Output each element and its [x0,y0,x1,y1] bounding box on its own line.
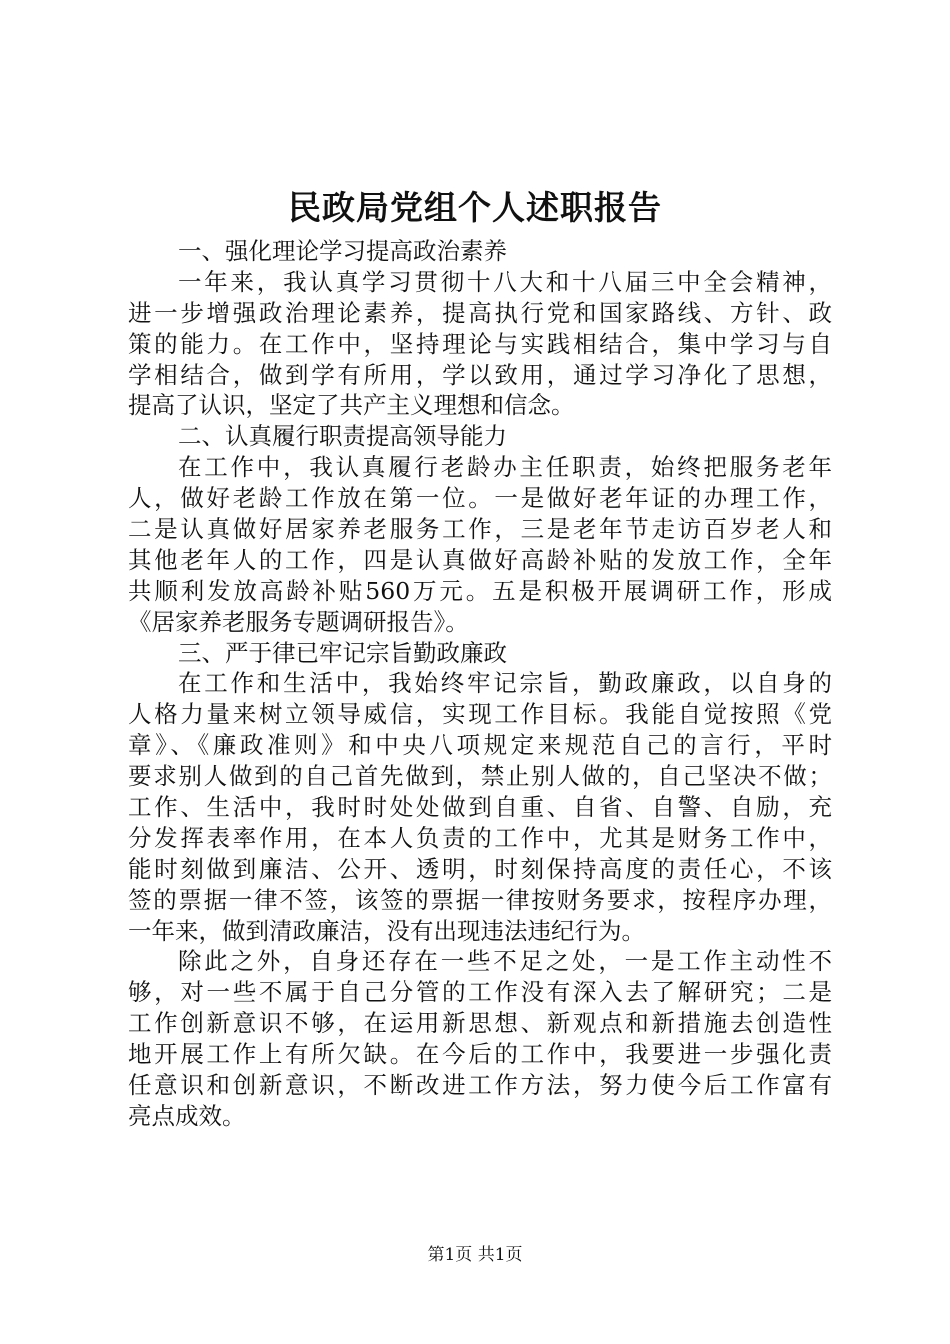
paragraph-line: 能时刻做到廉洁、公开、透明，时刻保持高度的责任心，不该 [128,854,832,883]
paragraph-line: 一年来，我认真学习贯彻十八大和十八届三中全会精神， [178,267,832,296]
section-heading-1: 一、强化理论学习提高政治素养 [178,237,507,265]
paragraph-line: 要求别人做到的自己首先做到，禁止别人做的，自己坚决不做； [128,762,832,791]
paragraph-line: 策的能力。在工作中，坚持理论与实践相结合，集中学习与自 [128,329,832,358]
paragraph-line: 任意识和创新意识，不断改进工作方法，努力使今后工作富有 [128,1071,832,1100]
paragraph-line: 《居家养老服务专题调研报告》。 [128,607,469,636]
section-heading-3: 三、严于律已牢记宗旨勤政廉政 [178,638,507,667]
paragraph-line: 地开展工作上有所欠缺。在今后的工作中，我要进一步强化责 [128,1040,832,1069]
paragraph-line: 共顺利发放高龄补贴560万元。五是积极开展调研工作，形成 [128,576,832,605]
paragraph-line: 人，做好老龄工作放在第一位。一是做好老年证的办理工作， [128,484,832,513]
paragraph-line: 提高了认识，坚定了共产主义理想和信念。 [128,391,575,420]
paragraph-line: 人格力量来树立领导威信，实现工作目标。我能自觉按照《党 [128,700,832,729]
document-body [128,236,832,1132]
paragraph-line: 亮点成效。 [128,1101,246,1130]
paragraph-line: 一年来，做到清政廉洁，没有出现违法违纪行为。 [128,916,645,945]
paragraph-line: 够，对一些不属于自己分管的工作没有深入去了解研究；二是 [128,978,832,1007]
paragraph-line: 在工作和生活中，我始终牢记宗旨，勤政廉政，以自身的 [178,669,832,698]
paragraph-line: 章》、《廉政准则》和中央八项规定来规范自己的言行，平时 [128,731,832,760]
paragraph-line: 分发挥表率作用，在本人负责的工作中，尤其是财务工作中， [128,823,832,852]
paragraph-line: 在工作中，我认真履行老龄办主任职责，始终把服务老年 [178,453,832,482]
paragraph-line: 除此之外，自身还存在一些不足之处，一是工作主动性不 [178,947,832,976]
page-footer: 第1页 共1页 [427,1245,523,1265]
paragraph-line: 其他老年人的工作，四是认真做好高龄补贴的发放工作，全年 [128,545,832,574]
paragraph-line: 进一步增强政治理论素养，提高执行党和国家路线、方针、政 [128,298,832,327]
section-heading-2: 二、认真履行职责提高领导能力 [178,422,507,451]
paragraph-line: 学相结合，做到学有所用，学以致用，通过学习净化了思想， [128,360,832,389]
paragraph-line: 工作创新意识不够，在运用新思想、新观点和新措施去创造性 [128,1009,832,1038]
paragraph-line: 二是认真做好居家养老服务工作，三是老年节走访百岁老人和 [128,515,832,544]
paragraph-line: 工作、生活中，我时时处处做到自重、自省、自警、自励，充 [128,793,832,822]
document-title: 民政局党组个人述职报告 [288,188,662,227]
paragraph-line: 签的票据一律不签，该签的票据一律按财务要求，按程序办理， [128,885,832,914]
